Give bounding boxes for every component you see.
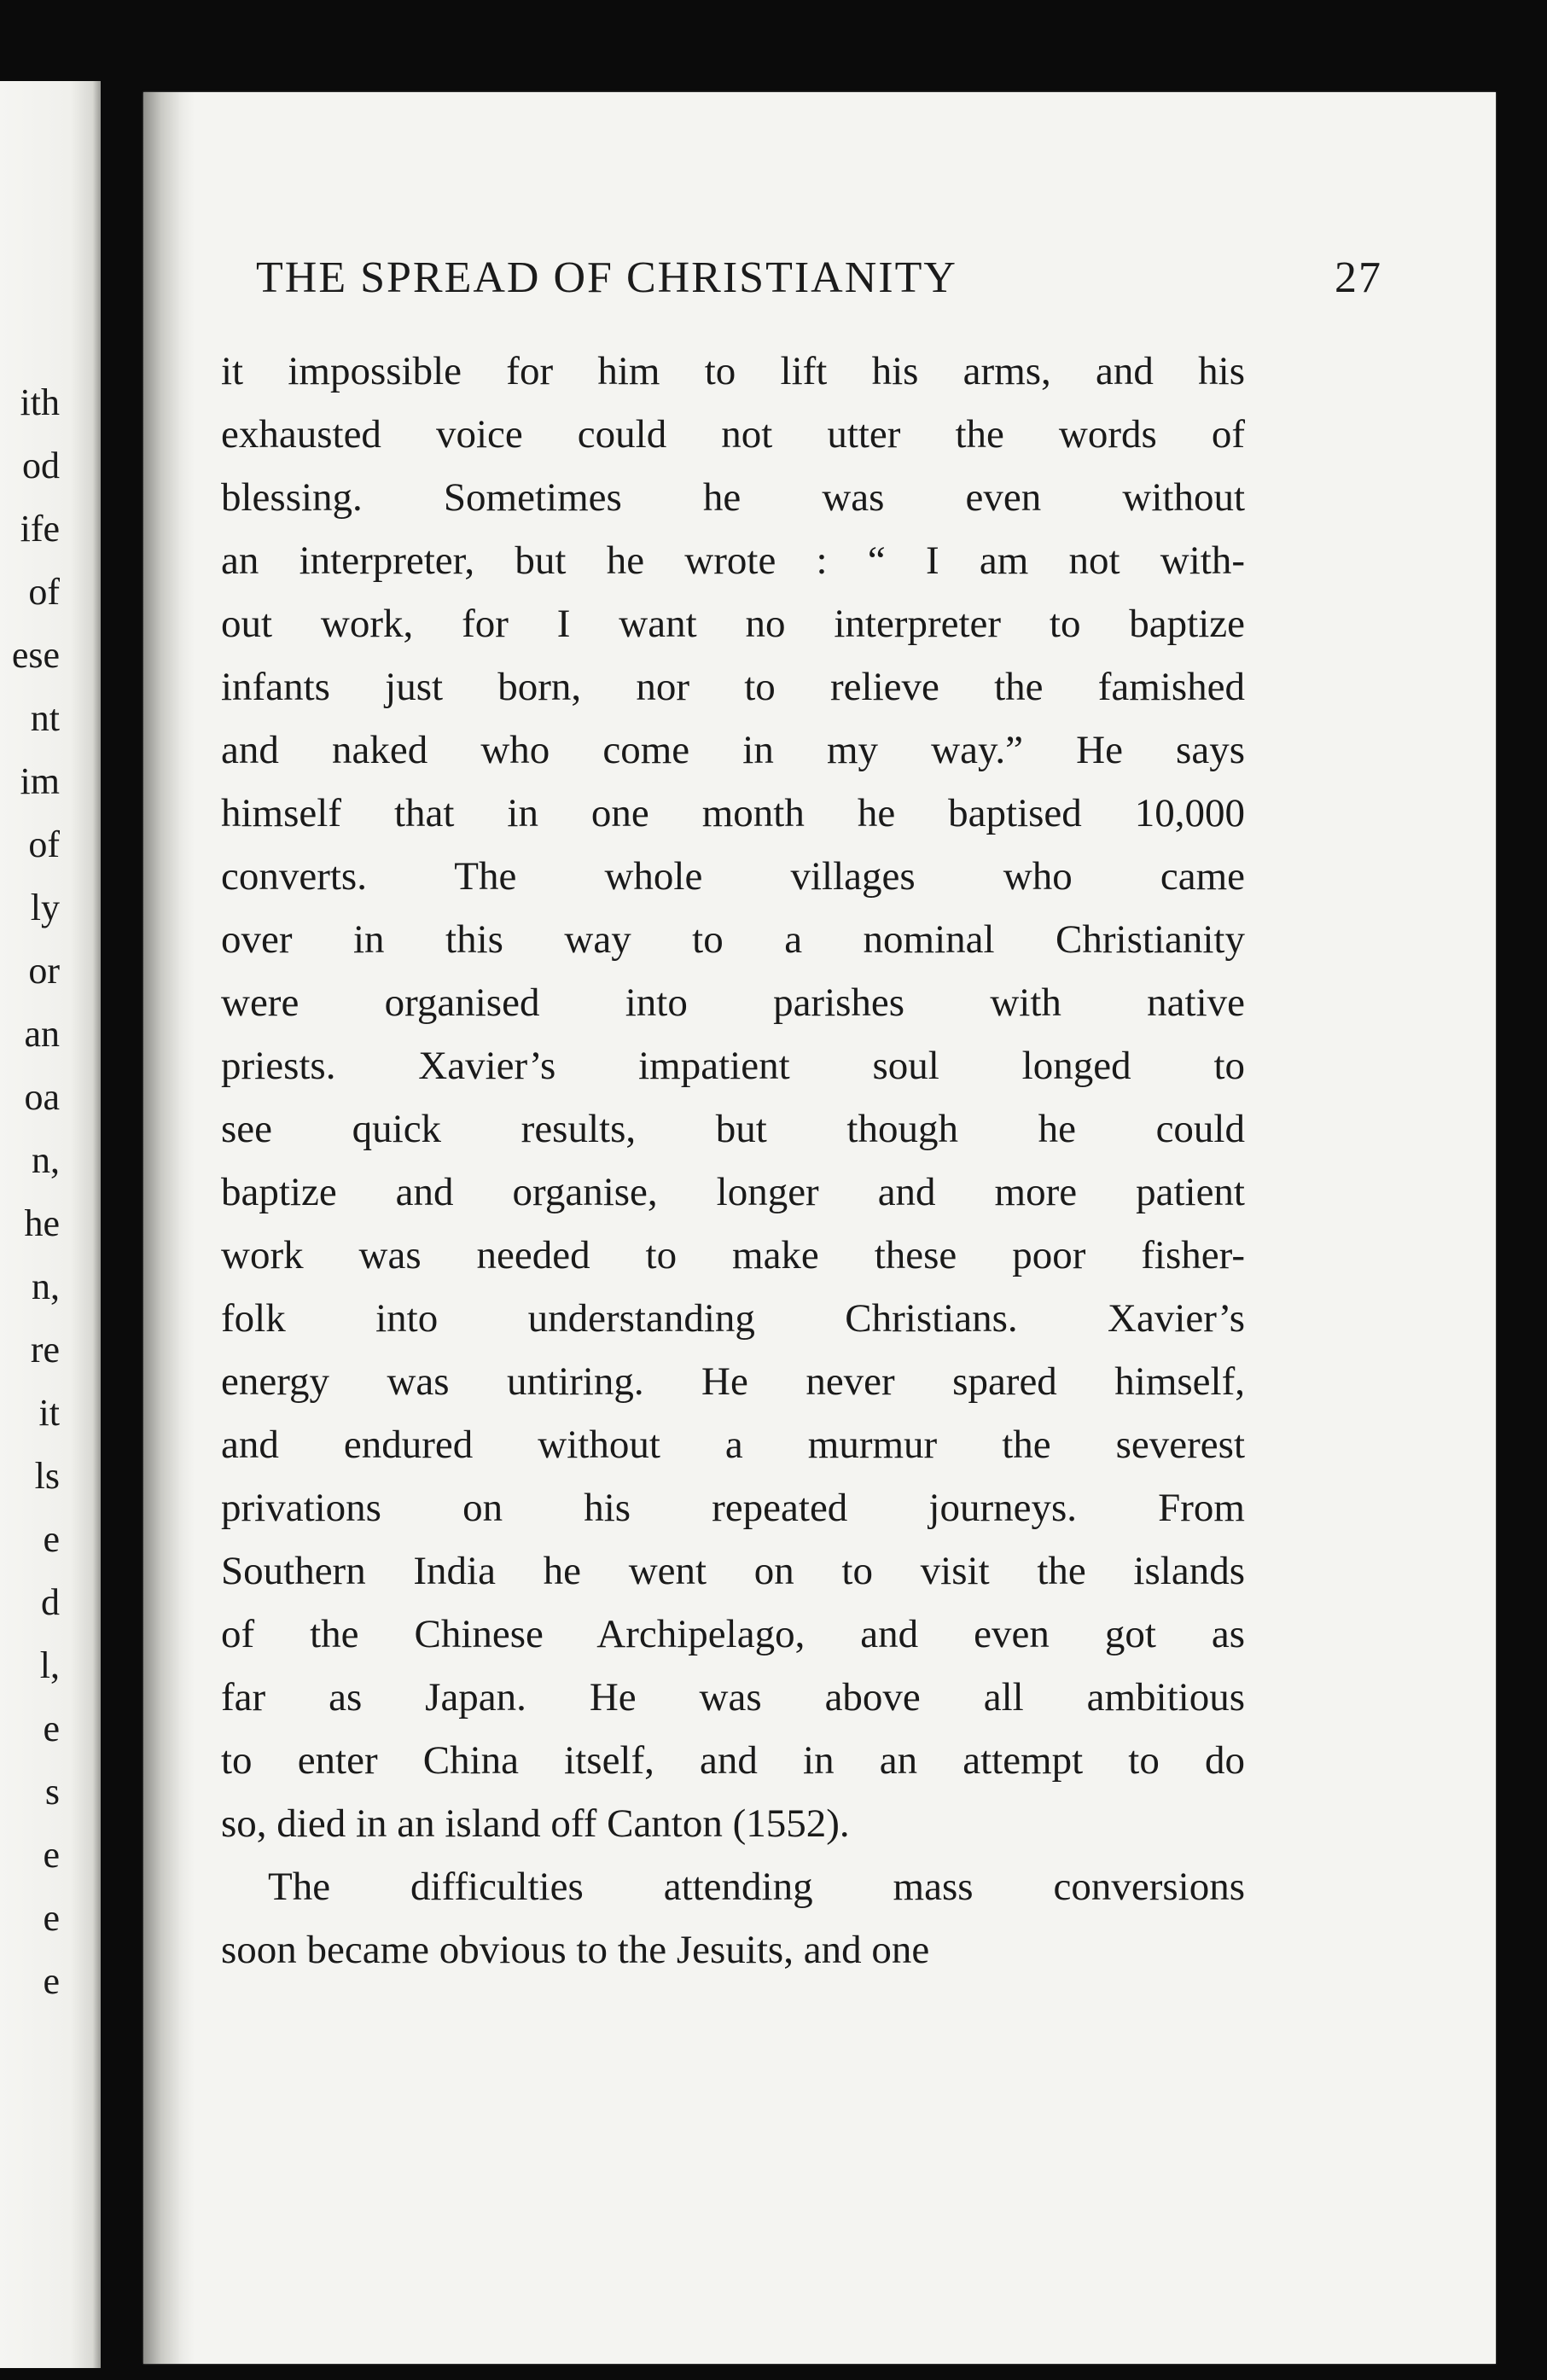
text-line: an interpreter, but he wrote : “ I am not with- bbox=[221, 538, 1245, 583]
left-page-fragment: he bbox=[24, 1202, 60, 1244]
left-page-fragment: e bbox=[43, 1518, 60, 1560]
text-line: exhausted voice could not utter the words of bbox=[221, 412, 1245, 457]
text-line: and naked who come in my way.” He says bbox=[221, 728, 1245, 772]
text-line: The difficulties attending mass conversions bbox=[268, 1865, 1245, 1909]
left-page-fragment: of bbox=[28, 571, 60, 613]
left-page-fragment: ly bbox=[30, 887, 60, 928]
paragraph bbox=[221, 1855, 1245, 1981]
left-page-text-fragments bbox=[0, 371, 60, 2013]
page-number: 27 bbox=[1335, 253, 1382, 302]
left-page-fragment: n, bbox=[32, 1266, 60, 1307]
left-page-fragment: ese bbox=[11, 634, 60, 676]
left-page-fragment: im bbox=[20, 760, 60, 802]
text-line: baptize and organise, longer and more patient bbox=[221, 1170, 1245, 1214]
text-line: see quick results, but though he could bbox=[221, 1107, 1245, 1151]
left-page bbox=[0, 81, 101, 2368]
left-page-fragment: e bbox=[43, 1834, 60, 1876]
running-head bbox=[256, 244, 1382, 312]
left-page-fragment: l, bbox=[39, 1644, 60, 1686]
left-page-fragment: ls bbox=[34, 1455, 60, 1497]
left-page-fragment: s bbox=[44, 1771, 60, 1813]
text-line: folk into understanding Christians. Xavier’s bbox=[221, 1296, 1245, 1341]
text-line: energy was untiring. He never spared himself, bbox=[221, 1359, 1245, 1404]
text-line: converts. The whole villages who came bbox=[221, 854, 1245, 899]
body-text bbox=[221, 340, 1245, 1981]
left-page-fragment: oa bbox=[24, 1076, 60, 1118]
text-line: far as Japan. He was above all ambitious bbox=[221, 1675, 1245, 1720]
text-line: it impossible for him to lift his arms, and his bbox=[221, 349, 1245, 393]
left-page-fragment: an bbox=[24, 1013, 60, 1055]
left-page-fragment: or bbox=[28, 950, 60, 992]
left-page-fragment: d bbox=[41, 1581, 60, 1623]
left-page-fragment: nt bbox=[30, 697, 60, 739]
text-line: work was needed to make these poor fisher- bbox=[221, 1233, 1245, 1277]
left-page-fragment: of bbox=[28, 823, 60, 865]
text-line: and endured without a murmur the severest bbox=[221, 1423, 1245, 1467]
right-page bbox=[143, 92, 1496, 2364]
running-title: THE SPREAD OF CHRISTIANITY bbox=[256, 253, 957, 302]
text-line: soon became obvious to the Jesuits, and one bbox=[221, 1928, 930, 1972]
left-page-fragment: ife bbox=[20, 508, 60, 550]
text-line: so, died in an island off Canton (1552). bbox=[221, 1801, 850, 1846]
text-line: priests. Xavier’s impatient soul longed to bbox=[221, 1044, 1245, 1088]
left-page-fragment: re bbox=[30, 1329, 60, 1370]
text-line: to enter China itself, and in an attempt to do bbox=[221, 1738, 1245, 1783]
paragraph bbox=[221, 340, 1245, 1855]
gutter-shadow bbox=[143, 92, 195, 2364]
left-page-fragment: it bbox=[38, 1392, 60, 1434]
left-page-fragment: n, bbox=[32, 1139, 60, 1181]
text-line: over in this way to a nominal Christianity bbox=[221, 917, 1245, 962]
left-page-fragment: e bbox=[43, 1897, 60, 1939]
text-line: blessing. Sometimes he was even without bbox=[221, 475, 1245, 520]
text-line: himself that in one month he baptised 10,000 bbox=[221, 791, 1245, 835]
text-line: were organised into parishes with native bbox=[221, 981, 1245, 1025]
left-page-fragment: e bbox=[43, 1960, 60, 2002]
left-page-fragment: e bbox=[43, 1708, 60, 1749]
left-page-fragment: ith bbox=[20, 381, 60, 423]
text-line: Southern India he went on to visit the islands bbox=[221, 1549, 1245, 1593]
text-line: out work, for I want no interpreter to baptize bbox=[221, 602, 1245, 646]
text-line: privations on his repeated journeys. From bbox=[221, 1486, 1245, 1530]
text-line: infants just born, nor to relieve the famished bbox=[221, 665, 1245, 709]
text-line: of the Chinese Archipelago, and even got as bbox=[221, 1612, 1245, 1656]
left-page-fragment: od bbox=[22, 445, 60, 486]
